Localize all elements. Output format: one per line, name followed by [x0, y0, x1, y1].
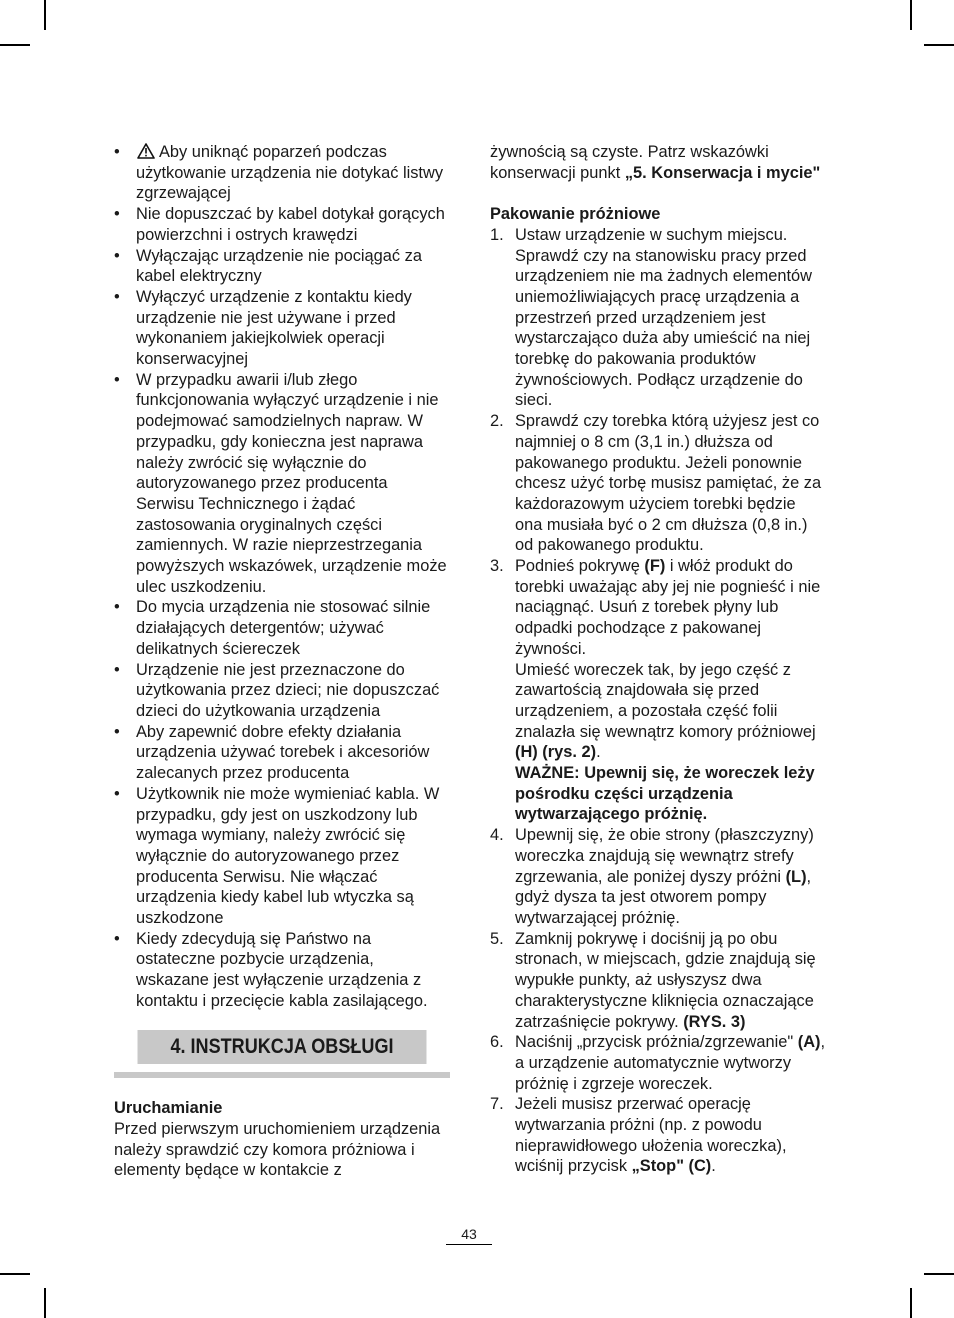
list-item-text: W przypadku awarii i/lub złego funkcjonowania wyłączyć urządzenie i nie podejmować samodzielnych napraw. W przypadku, gdy konieczna jest naprawa należy zwrócić się wyłącznie do autoryzowanego przez producenta Serwisu Technicznego i żądać zastosowania oryginalnych części zamiennych. W razie nieprzestrzegania powyższych wskazówek, urządzenie może ulec uszkodzeniu. — [136, 370, 447, 596]
list-item — [114, 370, 450, 598]
important-note: WAŻNE: Upewnij się, że woreczek leży pośrodku części urządzenia wytwarzającego próżnię. — [515, 764, 815, 824]
vacuum-heading: Pakowanie próżniowe — [490, 205, 661, 224]
crop-mark — [0, 1273, 30, 1275]
maintenance-reference: „5. Konserwacja i mycie" — [624, 163, 821, 182]
step-item — [490, 411, 826, 556]
list-item — [114, 287, 450, 370]
list-item — [114, 597, 450, 659]
crop-mark — [924, 44, 954, 46]
left-column — [114, 142, 450, 1181]
list-item — [114, 660, 450, 722]
step-number: 3. — [490, 557, 504, 576]
step-item — [490, 225, 826, 411]
step-number: 5. — [490, 929, 504, 948]
list-item-text: Wyłączyć urządzenie z kontaktu kiedy urządzenie nie jest używane i przed wykonaniem jakiejkolwiek operacji konserwacyjnej — [136, 287, 412, 369]
continued-paragraph: żywnością są czyste. Patrz wskazówki konserwacji punkt „5. Konserwacja i mycie" — [490, 143, 821, 182]
step-item: 4. Upewnij się, że obie strony (płaszczyzny) woreczka znajdują się wewnątrz strefy zgrzewania, ale poniżej dyszy próżni (L), gdyż dysza ta jest otworem pompy wytwarzającej próżnię. — [490, 826, 814, 927]
list-item — [114, 246, 450, 287]
startup-heading: Uruchamianie — [114, 1099, 223, 1118]
list-item-text: Do mycia urządzenia nie stosować silnie działających detergentów; używać delikatnych ściereczek — [136, 598, 431, 658]
crop-mark — [44, 0, 46, 30]
list-item-text: Nie dopuszczać by kabel dotykał gorących powierzchni i ostrych krawędzi — [136, 205, 445, 244]
step-text: Ustaw urządzenie w suchym miejscu. Sprawdź czy na stanowisku pracy przed urządzeniem nie ma żadnych elementów uniemożliwiających pracę urządzenia a przestrzeń przed urządzeniem jest wystarczająco duża aby umieścić na niej torebkę do pakowania produktów żywnościowych. Podłącz urządzenie do sieci. — [515, 225, 813, 410]
list-item — [114, 784, 450, 929]
right-column — [490, 142, 826, 1177]
step-item: 5. Zamknij pokrywę i dociśnij ją po obu stronach, w miejscach, gdzie znajdują się wypukłe punkty, aż usłyszysz dwa charakterystyczne kliknięcia oznaczające zatrzaśnięcie pokrywy. (RYS. 3) — [490, 929, 816, 1031]
step-text: Sprawdź czy torebka którą użyjesz jest co najmniej o 8 cm (3,1 in.) dłuższa od pakowanego produktu. Jeżeli ponownie chcesz użyć torbę musisz pamiętać, że za każdorazowym użyciem torebki będzie ona musiała być o 2 cm dłuższa (0,8 in.) od pakowanego produktu. — [515, 412, 822, 555]
step-item: 6. Naciśnij „przycisk próżnia/zgrzewanie" (A), a urządzenie automatycznie wytworzy próżnię i zgrzeje woreczek. — [490, 1033, 826, 1093]
safety-list — [114, 142, 450, 1012]
crop-mark — [0, 44, 30, 46]
step-number: 2. — [490, 412, 504, 431]
step-number: 4. — [490, 826, 504, 845]
list-item-text: Wyłączając urządzenie nie pociągać za kabel elektryczny — [136, 246, 422, 286]
list-item-text: Aby zapewnić dobre efekty działania urządzenia używać torebek i akcesoriów zalecanych przez producenta — [136, 722, 430, 783]
startup-text: Przed pierwszym uruchomieniem urządzenia należy sprawdzić czy komora próżniowa i elementy będące w kontakcie z — [114, 1119, 441, 1180]
list-item-text: Użytkownik nie może wymieniać kabla. W przypadku, gdy jest on uszkodzony lub wymaga wymiany, należy zwrócić się wyłącznie do autoryzowanego przez producenta Serwisu. Nie włączać urządzenia kiedy kabel lub wtyczka są uszkodzone — [136, 784, 440, 928]
crop-mark — [910, 1288, 912, 1318]
list-item — [114, 929, 450, 1012]
list-item-text: Aby uniknąć poparzeń podczas użytkowanie urządzenia nie dotykać listwy zgrzewającej — [136, 143, 444, 203]
page-number: 43 — [446, 1226, 492, 1245]
vacuum-steps — [490, 225, 826, 1177]
step-number: 1. — [490, 225, 504, 244]
crop-mark — [910, 0, 912, 30]
crop-mark — [44, 1288, 46, 1318]
step-number: 6. — [490, 1033, 504, 1052]
step-number: 7. — [490, 1095, 504, 1114]
step-item: 7. Jeżeli musisz przerwać operację wytwarzania próżni (np. z powodu nieprawidłowego ułożenia woreczka), wciśnij przycisk „Stop" (C). — [490, 1095, 787, 1176]
step-item: 3. Podnieś pokrywę (F) i włóż produkt do torebki uważając aby jej nie pognieść i nie naciągnąć. Usuń z torebek płyny lub odpadki pochodzące z pakowanej żywności. Umieść woreczek tak, by jego część z zawartością znajdowała się przed urządzeniem, a pozostała część folii znalazła się wewnątrz komory próżniowej (H) (rys. 2). WAŻNE: Upewnij się, że woreczek leży pośrodku części urządzenia wytwarzającego próżnię. — [490, 556, 826, 825]
section-heading: 4. INSTRUKCJA OBSŁUGI — [138, 1030, 427, 1064]
list-item-text: Urządzenie nie jest przeznaczone do użytkowania przez dzieci; nie dopuszczać dzieci do użytkowania urządzenia — [136, 660, 440, 720]
list-item-text: Kiedy zdecydują się Państwo na ostateczne pozbycie urządzenia, wskazane jest wyłączenie urządzenia z kontaktu i przecięcie kabla zasilającego. — [136, 929, 428, 1010]
list-item — [114, 142, 450, 204]
crop-mark — [924, 1273, 954, 1275]
warning-triangle-icon — [137, 143, 155, 159]
list-item — [114, 722, 450, 784]
list-item — [114, 204, 450, 245]
